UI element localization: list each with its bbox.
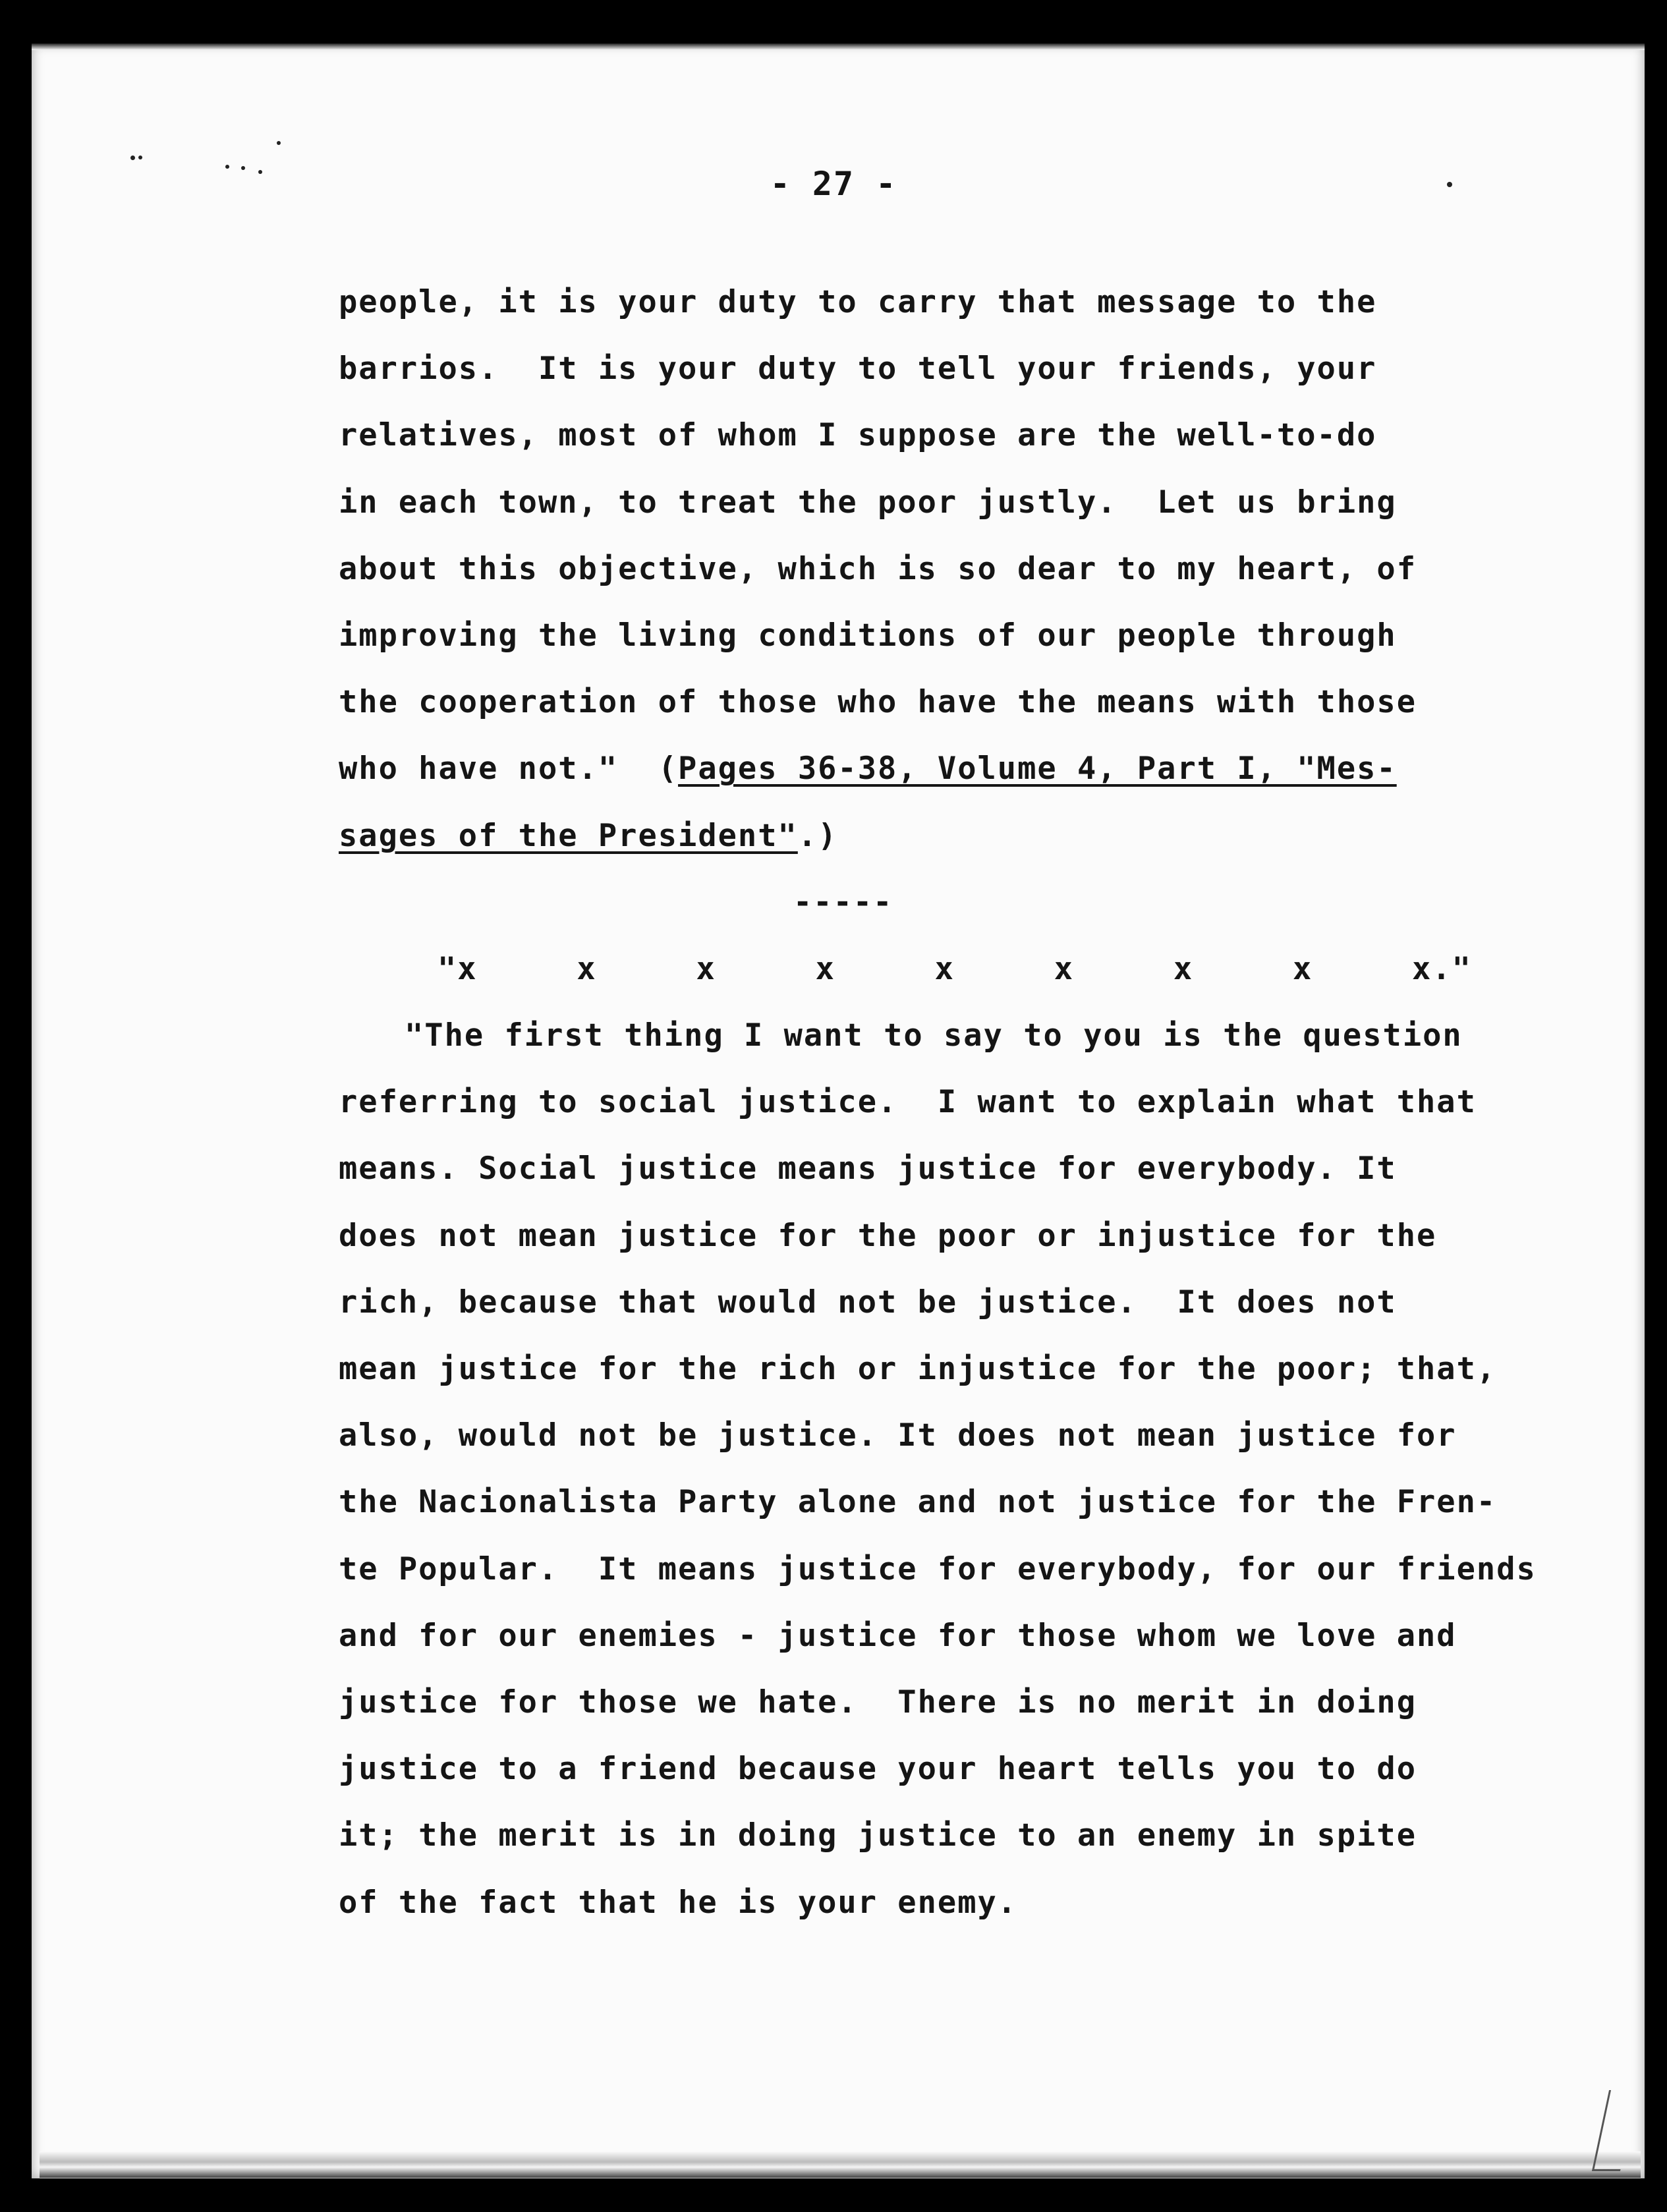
section-divider: ----- (793, 884, 893, 921)
text-line: also, would not be justice. It does not mean justice for (339, 1417, 1457, 1454)
text-line: the cooperation of those who have the means with those (339, 684, 1417, 721)
text-line: rich, because that would not be justice. It does not (339, 1284, 1397, 1320)
citation-underlined: sages of the President" (339, 817, 798, 854)
text-line: in each town, to treat the poor justly. Let us bring (339, 484, 1397, 521)
page-bottom-edge (40, 2151, 1641, 2178)
text-fragment: .) (797, 817, 838, 854)
omission-mark: x (934, 950, 955, 987)
omission-mark: "x (438, 950, 478, 987)
omission-mark: x (1054, 950, 1075, 987)
text-line: and for our enemies - justice for those whom we love and (339, 1617, 1457, 1654)
text-line: barrios. It is your duty to tell your friends, your (339, 351, 1377, 387)
text-fragment: who have not." ( (339, 751, 679, 787)
page-number: - 27 - (770, 165, 897, 203)
page-top-edge (32, 43, 1645, 50)
text-line: of the fact that he is your enemy. (339, 1884, 1018, 1921)
text-line: means. Social justice means justice for everybody. It (339, 1150, 1397, 1187)
scan-speck (277, 141, 281, 145)
text-line: improving the living conditions of our people through (339, 617, 1397, 654)
document-body (339, 269, 1591, 1936)
text-line: about this objective, which is so dear to my heart, of (339, 550, 1417, 587)
text-line: te Popular. It means justice for everybody, for our friends (339, 1550, 1537, 1587)
omission-mark: x (1292, 950, 1313, 987)
omission-marks (339, 936, 1472, 1002)
citation-underlined: Pages 36-38, Volume 4, Part I, "Mes- (678, 751, 1397, 787)
omission-mark: x." (1412, 950, 1472, 987)
text-line: the Nacionalista Party alone and not justice for the Fren- (339, 1484, 1497, 1521)
omission-mark: x (815, 950, 835, 987)
text-line: "The first thing I want to say to you is the question (405, 1017, 1463, 1054)
text-line: referring to social justice. I want to explain what that (339, 1084, 1477, 1121)
text-line-citation (339, 803, 1591, 869)
omission-mark: x (577, 950, 597, 987)
scan-speck (130, 156, 135, 160)
scan-speck (138, 156, 142, 159)
text-line-citation (339, 735, 1591, 802)
text-line: justice for those we hate. There is no merit in doing (339, 1684, 1417, 1720)
text-line: people, it is your duty to carry that message to the (339, 284, 1377, 320)
text-line: it; the merit is in doing justice to an enemy in spite (339, 1817, 1417, 1854)
text-line: does not mean justice for the poor or injustice for the (339, 1217, 1437, 1254)
text-line: mean justice for the rich or injustice for the poor; that, (339, 1351, 1497, 1387)
text-line: relatives, most of whom I suppose are the well-to-do (339, 417, 1377, 454)
omission-mark: x (696, 950, 716, 987)
omission-mark: x (1173, 950, 1194, 987)
text-line: justice to a friend because your heart tells you to do (339, 1751, 1417, 1788)
